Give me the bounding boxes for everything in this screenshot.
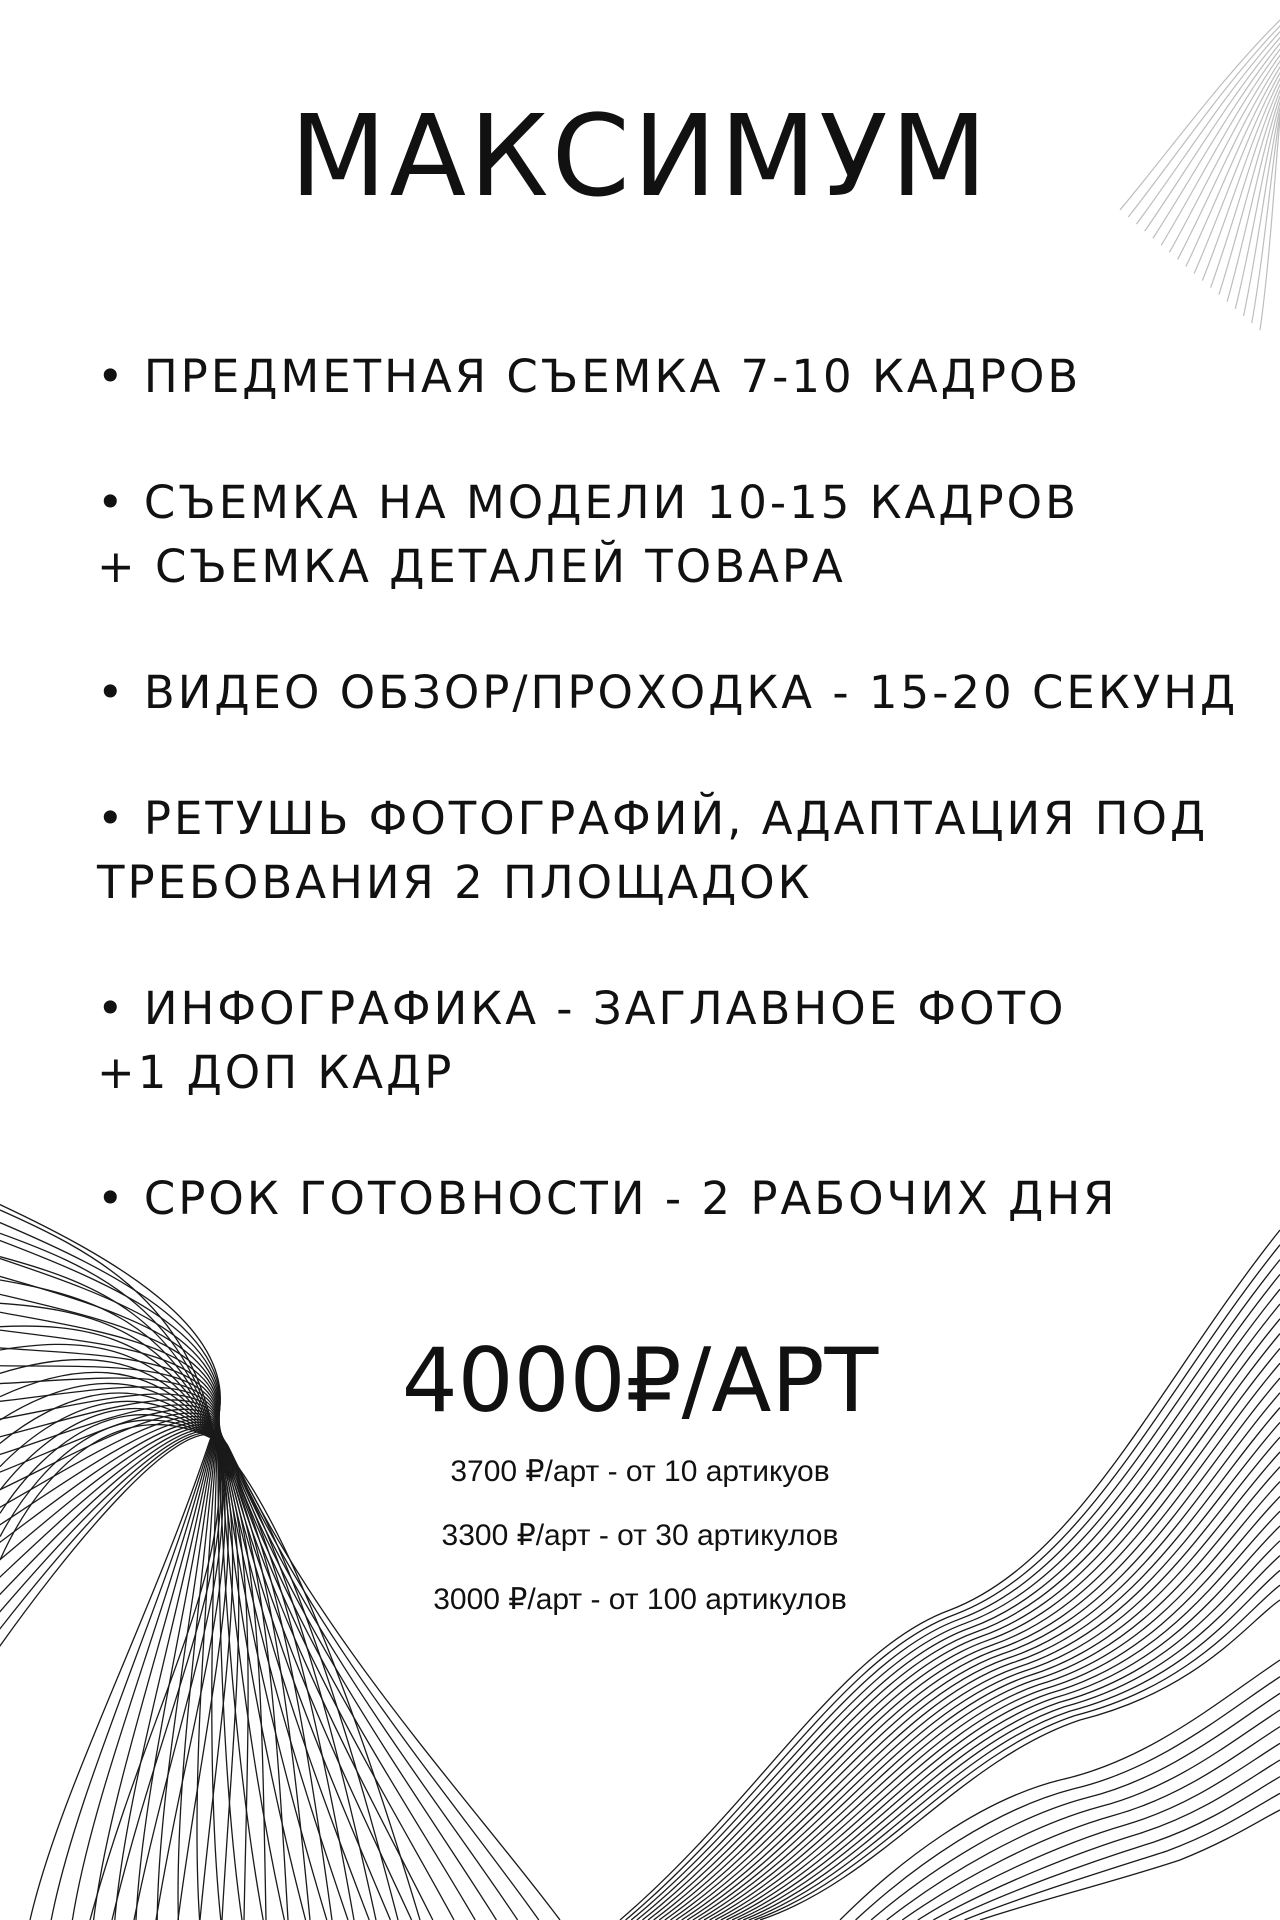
feature-list (97, 345, 1257, 1293)
price-tier: 3000 ₽/арт - от 100 артикулов (433, 1583, 847, 1616)
price-main: 4000₽/АРТ (401, 1329, 879, 1432)
feature-item (97, 787, 1257, 915)
wave-line (980, 1810, 1280, 1920)
price-tier-list (0, 1440, 1280, 1632)
wave-line (902, 1727, 1280, 1920)
feature-line: • СЪЕМКА НА МОДЕЛИ 10-15 КАДРОВ (97, 476, 1079, 529)
wave-line (840, 1660, 1280, 1920)
feature-line: • ИНФОГРАФИКА - ЗАГЛАВНОЕ ФОТО (97, 982, 1067, 1035)
price-tier: 3300 ₽/арт - от 30 артикулов (441, 1519, 839, 1552)
feature-line: • ВИДЕО ОБЗОР/ПРОХОДКА - 15-20 СЕКУНД (97, 666, 1239, 719)
feature-item (97, 345, 1257, 409)
feature-line: • РЕТУШЬ ФОТОГРАФИЙ, АДАПТАЦИЯ ПОД (97, 792, 1209, 845)
page-title: МАКСИМУМ (289, 92, 991, 222)
price-tier: 3700 ₽/арт - от 10 артикуов (450, 1455, 830, 1488)
feature-line: + СЪЕМКА ДЕТАЛЕЙ ТОВАРА (97, 540, 846, 593)
feature-line: ТРЕБОВАНИЯ 2 ПЛОЩАДОК (97, 856, 813, 909)
feature-line: • СРОК ГОТОВНОСТИ - 2 РАБОЧИХ ДНЯ (97, 1172, 1118, 1225)
wave-line (754, 1585, 1280, 1920)
wave-line (871, 1693, 1280, 1920)
feature-line: • ПРЕДМЕТНАЯ СЪЕМКА 7-10 КАДРОВ (97, 350, 1082, 403)
feature-item (97, 977, 1257, 1105)
feature-item (97, 661, 1257, 725)
feature-line: +1 ДОП КАДР (97, 1046, 455, 1099)
feature-item (97, 1167, 1257, 1231)
feature-item (97, 471, 1257, 599)
